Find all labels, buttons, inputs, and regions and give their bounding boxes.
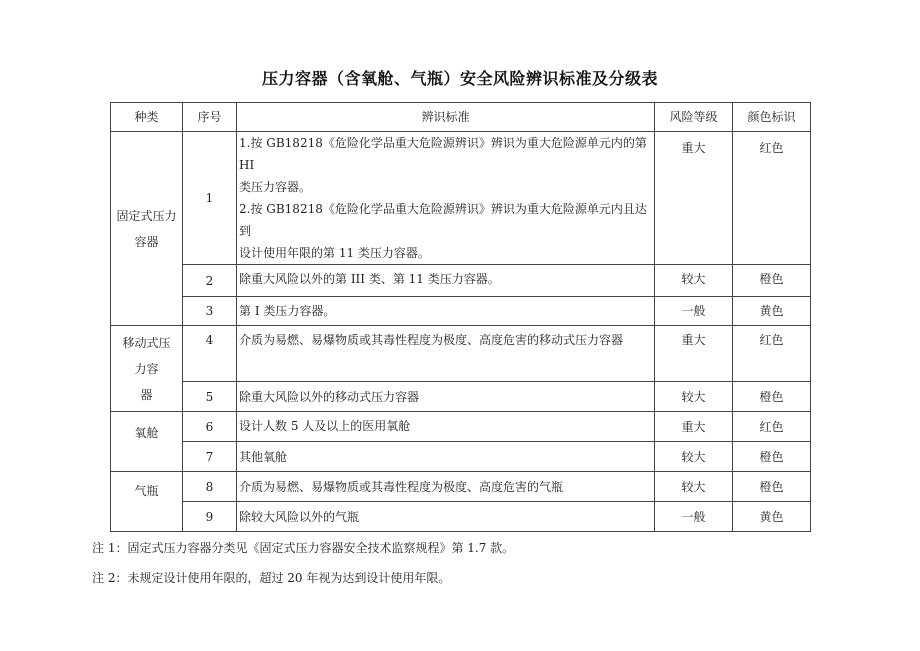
category-line: 器 <box>140 387 153 402</box>
criteria-line: 1.按 GB18218《危险化学品重大危险源辨识》辨识为重大危险源单元内的第 HI <box>239 136 647 172</box>
criteria-line: 介质为易燃、易爆物质或其毒性程度为极度、高度危害的移动式压力容器 <box>239 333 624 347</box>
row-number: 7 <box>183 442 237 472</box>
color-label: 黄色 <box>733 297 811 326</box>
category-cylinder <box>111 472 183 532</box>
criteria-line: 介质为易燃、易爆物质或其毒性程度为极度、高度危害的气瓶 <box>239 479 564 494</box>
color-label: 橙色 <box>733 265 811 297</box>
risk-level: 重大 <box>655 412 733 442</box>
category-line: 力容 <box>134 361 159 376</box>
category-line: 氧舱 <box>134 426 159 440</box>
category-chamber <box>111 412 183 472</box>
criteria-cell <box>237 472 655 502</box>
row-number: 6 <box>183 412 237 442</box>
row-number: 2 <box>183 265 237 297</box>
color-label: 红色 <box>733 412 811 442</box>
color-label: 红色 <box>733 326 811 382</box>
criteria-cell <box>237 265 655 297</box>
table-row <box>111 502 811 532</box>
criteria-line: 设计人数 5 人及以上的医用氧舱 <box>239 419 411 433</box>
table-header-row <box>111 103 811 132</box>
table-row <box>111 265 811 297</box>
category-line: 气瓶 <box>134 484 159 498</box>
color-label: 橙色 <box>733 382 811 412</box>
risk-level: 较大 <box>655 472 733 502</box>
color-label: 红色 <box>733 132 811 265</box>
criteria-line: 其他氧舱 <box>239 449 288 464</box>
category-mobile <box>111 326 183 412</box>
criteria-line: 设计使用年限的第 11 类压力容器。 <box>239 246 430 260</box>
risk-level: 一般 <box>655 297 733 326</box>
page-title: 压力容器（含氧舱、气瓶）安全风险辨识标准及分级表 <box>261 69 658 88</box>
header-color: 颜色标识 <box>733 103 811 132</box>
criteria-line: 除重大风险以外的第 III 类、第 11 类压力容器。 <box>239 272 500 286</box>
table-row <box>111 326 811 382</box>
criteria-cell <box>237 297 655 326</box>
criteria-cell <box>237 442 655 472</box>
row-number: 5 <box>183 382 237 412</box>
criteria-line: 类压力容器。 <box>239 180 312 194</box>
risk-table <box>110 102 811 532</box>
category-line: 移动式压 <box>122 335 171 350</box>
color-label: 橙色 <box>733 442 811 472</box>
criteria-line: 除重大风险以外的移动式压力容器 <box>239 389 420 404</box>
category-line: 固定式压力 <box>116 208 177 223</box>
row-number: 9 <box>183 502 237 532</box>
category-line: 容器 <box>134 234 159 249</box>
category-fixed <box>111 132 183 326</box>
row-number: 4 <box>183 326 237 382</box>
header-criteria: 辨识标准 <box>237 103 655 132</box>
table-row <box>111 132 811 265</box>
risk-level: 重大 <box>655 326 733 382</box>
note-1: 注 1：固定式压力容器分类见《固定式压力容器安全技术监察规程》第 1.7 款。 <box>92 541 515 555</box>
color-label: 橙色 <box>733 472 811 502</box>
criteria-line: 除较大风险以外的气瓶 <box>239 509 360 524</box>
table-row <box>111 297 811 326</box>
table-row <box>111 442 811 472</box>
header-category: 种类 <box>111 103 183 132</box>
risk-level: 较大 <box>655 382 733 412</box>
header-number: 序号 <box>183 103 237 132</box>
criteria-line: 第 I 类压力容器。 <box>239 304 336 318</box>
criteria-cell <box>237 326 655 382</box>
criteria-line: 2.按 GB18218《危险化学品重大危险源辨识》辨识为重大危险源单元内且达到 <box>239 202 647 238</box>
risk-level: 较大 <box>655 265 733 297</box>
table-row <box>111 412 811 442</box>
note-2: 注 2：未规定设计使用年限的，超过 20 年视为达到设计使用年限。 <box>92 571 451 585</box>
risk-level: 较大 <box>655 442 733 472</box>
risk-level: 一般 <box>655 502 733 532</box>
criteria-cell <box>237 502 655 532</box>
row-number: 1 <box>183 132 237 265</box>
color-label: 黄色 <box>733 502 811 532</box>
risk-level: 重大 <box>655 132 733 265</box>
criteria-cell <box>237 132 655 265</box>
header-risk-level: 风险等级 <box>655 103 733 132</box>
row-number: 8 <box>183 472 237 502</box>
table-row <box>111 472 811 502</box>
criteria-cell <box>237 412 655 442</box>
criteria-cell <box>237 382 655 412</box>
table-row <box>111 382 811 412</box>
row-number: 3 <box>183 297 237 326</box>
